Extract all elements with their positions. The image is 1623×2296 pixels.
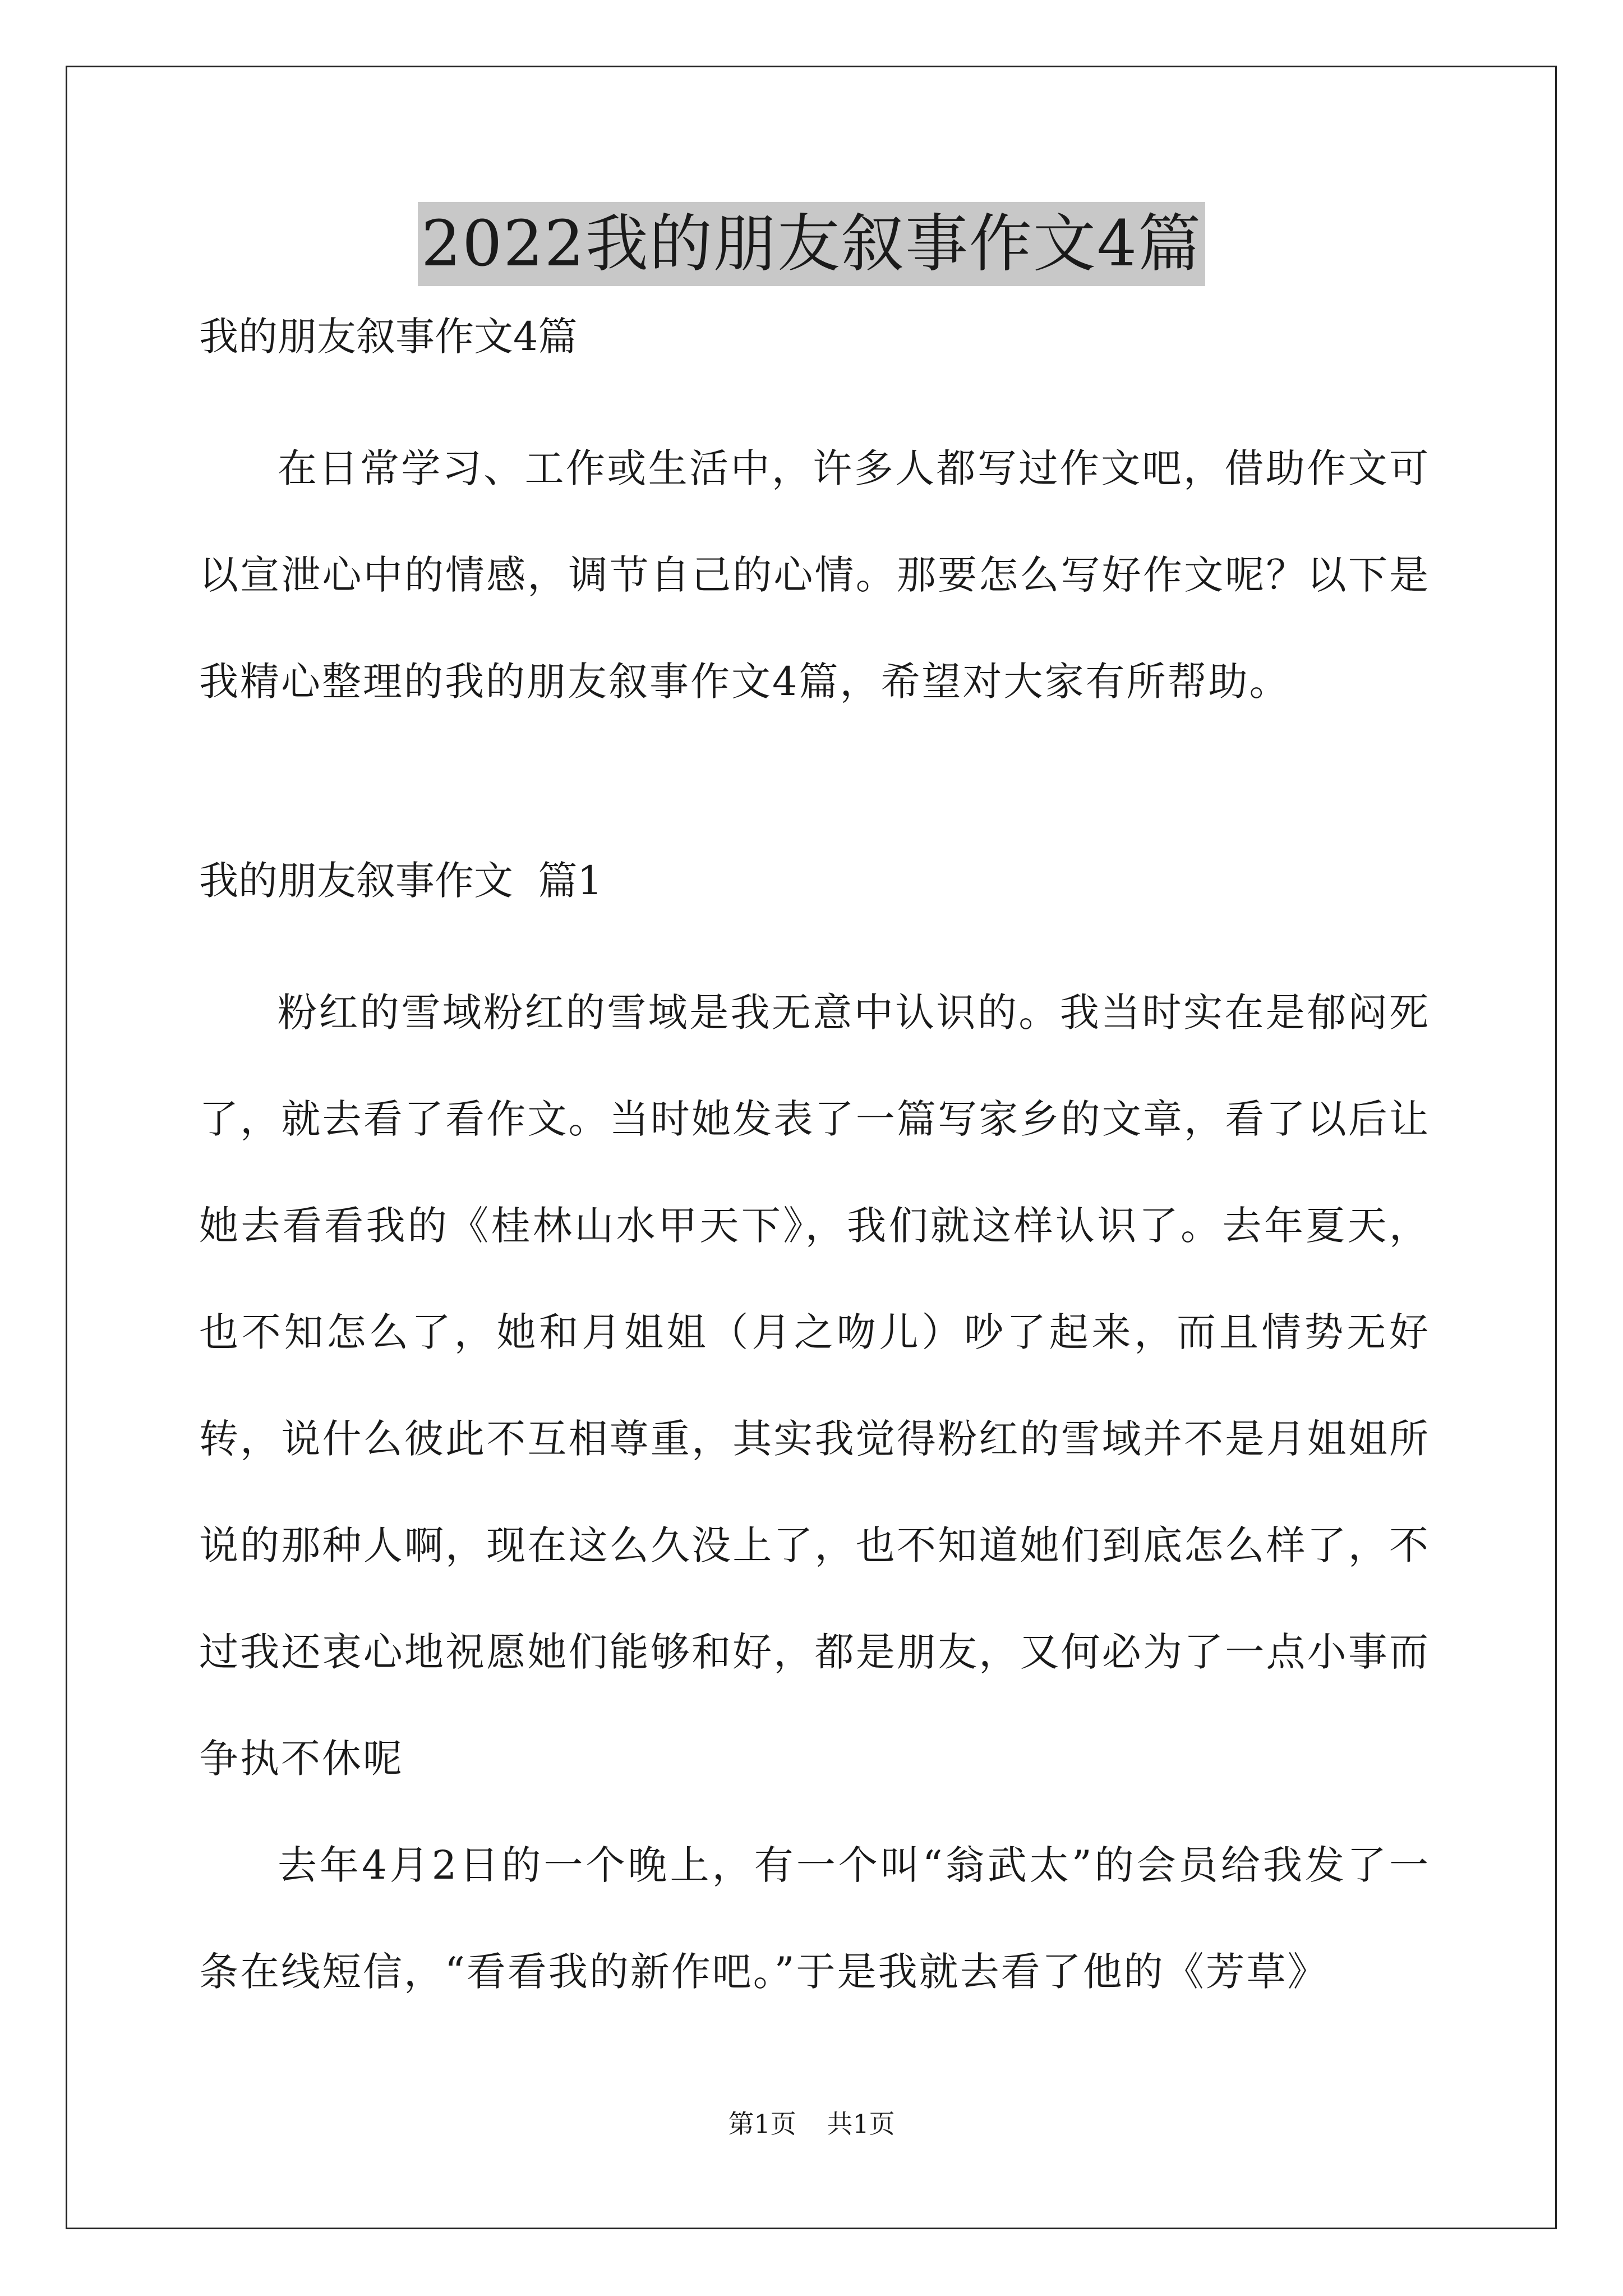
title-container: [0, 202, 1623, 286]
intro-paragraph: 在日常学习、工作或生活中，许多人都写过作文吧，借助作文可以宣泄心中的情感，调节自己的心情。那要怎么写好作文呢？以下是我精心整理的我的朋友叙事作文4篇，希望对大家有所帮助。: [199, 445, 1430, 705]
document-title: 2022我的朋友叙事作文4篇: [418, 202, 1205, 286]
section-heading: 我的朋友叙事作文 篇1: [199, 858, 603, 904]
page-total: 共1页: [827, 2109, 895, 2139]
document-subtitle: 我的朋友叙事作文4篇: [199, 314, 578, 360]
page-number: 第1页: [728, 2109, 796, 2139]
body-paragraph: 去年4月2日的一个晚上，有一个叫“翁武太”的会员给我发了一条在线短信，“看看我的新作吧。”于是我就去看了他的《芳草》: [199, 1842, 1430, 1995]
page-footer: [0, 2107, 1623, 2141]
document-body: [199, 309, 1430, 2025]
body-paragraph: 粉红的雪域粉红的雪域是我无意中认识的。我当时实在是郁闷死了，就去看了看作文。当时她发表了一篇写家乡的文章，看了以后让她去看看我的《桂林山水甲天下》，我们就这样认识了。去年夏天，也不知怎么了，她和月姐姐（月之吻儿）吵了起来，而且情势无好转，说什么彼此不互相尊重，其实我觉得粉红的雪域并不是月姐姐所说的那种人啊，现在这么久没上了，也不知道她们到底怎么样了，不过我还衷心地祝愿她们能够和好，都是朋友，又何必为了一点小事而争执不休呢: [199, 990, 1430, 1782]
